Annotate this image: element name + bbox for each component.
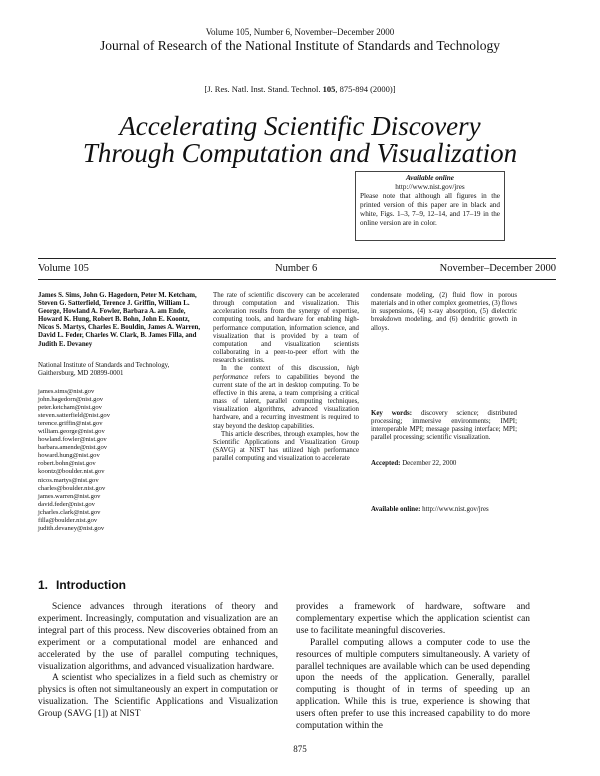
email-item[interactable]: terence.griffin@nist.gov	[38, 420, 103, 428]
email-item[interactable]: david.feder@nist.gov	[38, 500, 95, 508]
abstract-p2-end: refers to capabilities beyond the current state of the art in desktop computing. To be effective in this arena, a team comprising a critical mass of talent, parallel computing techniques, visualization algorithms, advanced visualization hardware, and a recurring investment is required to stay beyond the desktop capabilities.	[213, 373, 359, 430]
paper-title-line-1: Accelerating Scientific Discovery	[119, 111, 481, 141]
abstract-paragraph-2	[213, 365, 359, 430]
section-heading	[38, 578, 126, 592]
email-item[interactable]: howland.fowler@nist.gov	[38, 436, 107, 444]
abstract-paragraph-1: The rate of scientific discovery can be accelerated through computation and visualization. This acceleration results from the synergy of expertise, computing tools, and hardware for enabling high-performance computation, information science, and visualization that is provided by a team of computation and visualization scientists collaborating in a peer-to-peer effort with the research scientists.	[213, 292, 359, 365]
email-item[interactable]: peter.ketcham@nist.gov	[38, 404, 102, 412]
journal-name: Journal of Research of the National Institute of Standards and Technology	[100, 38, 500, 53]
accepted-label: Accepted:	[371, 460, 401, 467]
online-url[interactable]: http://www.nist.gov/jres	[420, 506, 489, 513]
section-title: Introduction	[56, 578, 126, 592]
keywords	[371, 410, 517, 443]
divider-bottom	[38, 279, 556, 280]
body-paragraph: provides a framework of hardware, software and complementary expertise which the application scientist can use to facilitate meaningful discoveries.	[296, 602, 530, 636]
available-online	[371, 506, 517, 514]
body-left-column	[38, 602, 278, 721]
email-item[interactable]: john.hagedorn@nist.gov	[38, 396, 104, 404]
page-number: 875	[293, 744, 307, 754]
abstract-p2-emphasis: high performance	[213, 365, 359, 381]
email-item[interactable]: barbara.amende@nist.gov	[38, 444, 108, 452]
abstract-p2-start: In the context of this discussion,	[221, 365, 347, 373]
availability-heading: Available online	[406, 174, 454, 182]
citation-volume: 105	[322, 84, 336, 94]
affiliation: National Institute of Standards and Technology, Gaithersburg, MD 20899-0001	[38, 362, 170, 378]
section-number: 1.	[38, 578, 49, 592]
abstract-paragraph-3: This article describes, through examples, how the Scientific Applications and Visualization Group (SAVG) at NIST has utilized high performance parallel computing and visualization to accelerate	[213, 430, 359, 463]
citation	[0, 84, 600, 94]
email-item[interactable]: howard.hung@nist.gov	[38, 452, 100, 460]
abstract-continuation: condensate modeling, (2) fluid flow in porous materials and in other complex geometries, (3) flows in suspensions, (4) x-ray absorption, (5) dielectric breakdown modeling, and (6) dendritic growth in alloys.	[371, 292, 517, 332]
email-item[interactable]: filla@boulder.nist.gov	[38, 516, 98, 524]
email-item[interactable]: nicos.martys@nist.gov	[38, 476, 99, 484]
citation-suffix: , 875-894 (2000)]	[335, 84, 396, 94]
abstract	[213, 292, 359, 463]
issue-line: Volume 105, Number 6, November–December 2000	[205, 27, 395, 37]
body-paragraph: Parallel computing allows a computer code to use the resources of multiple computers simultaneously. A variety of parallel techniques are available which can be used depending upon the needs of the application. Generally, parallel computing is thought of in terms of speeding up an application. While this is true, experience is showing that users often prefer to use this increased capability to do more computation within the	[296, 637, 530, 732]
email-item[interactable]: jcharles.clark@nist.gov	[38, 508, 101, 516]
availability-note: Please note that although all figures in the printed version of this paper are in black and white, Figs. 1–3, 7–9, 12–14, and 17–19 in the online version are in color.	[360, 192, 500, 227]
issue-volume: Volume 105	[38, 263, 89, 274]
issue-number: Number 6	[275, 263, 318, 274]
email-item[interactable]: koontz@boulder.nist.gov	[38, 468, 105, 476]
accepted-text: December 22, 2000	[400, 460, 457, 467]
accepted-date	[371, 460, 517, 468]
email-list	[38, 388, 203, 533]
online-label: Available online:	[371, 506, 421, 513]
email-item[interactable]: william.george@nist.gov	[38, 428, 105, 436]
email-item[interactable]: robert.bohn@nist.gov	[38, 460, 96, 468]
body-right-column	[296, 602, 530, 733]
paper-title-line-2: Through Computation and Visualization	[82, 138, 518, 168]
email-item[interactable]: charles@boulder.nist.gov	[38, 484, 106, 492]
email-item[interactable]: judith.devaney@nist.gov	[38, 524, 105, 532]
email-item[interactable]: james.sims@nist.gov	[38, 388, 95, 395]
divider-top	[38, 258, 556, 259]
body-paragraph: Science advances through iterations of theory and experiment. Increasingly, computation and visualization are an integral part of this process. New discoveries obtained from an experiment or a computational model are enhanced and accelerated by the use of parallel computing techniques, visualization algorithms, and advanced visualization hardware.	[38, 602, 278, 672]
body-paragraph: A scientist who specializes in a field such as chemistry or physics is often not simultaneously an expert in computation or visualization. The Scientific Applications and Visualization Group (SAVG [1]) at NIST	[38, 673, 278, 720]
keywords-label: Key words:	[371, 410, 412, 417]
author-list: James S. Sims, John G. Hagedorn, Peter M. Ketcham, Steven G. Satterfield, Terence J. Griffin, William L. George, Howland A. Fowler, Barbara A. am Ende, Howard K. Hung, Robert B. Bohn, John E. Koontz, Nicos S. Martys, Charles E. Bouldin, James A. Warren, David L. Feder, Charles W. Clark, B. James Filla, and Judith E. Devaney	[38, 292, 201, 348]
citation-prefix: [J. Res. Natl. Inst. Stand. Technol.	[204, 84, 323, 94]
availability-box	[355, 171, 505, 241]
email-item[interactable]: james.warren@nist.gov	[38, 492, 101, 500]
issue-date: November–December 2000	[439, 263, 556, 274]
availability-url[interactable]: http://www.nist.gov/jres	[395, 183, 465, 191]
email-item[interactable]: steven.satterfield@nist.gov	[38, 412, 110, 420]
keywords-text: discovery science; distributed processing; immersive environments; IMPI; interoperable MPI; message passing interface; MPI; parallel processing; scientific visualization.	[371, 410, 517, 442]
